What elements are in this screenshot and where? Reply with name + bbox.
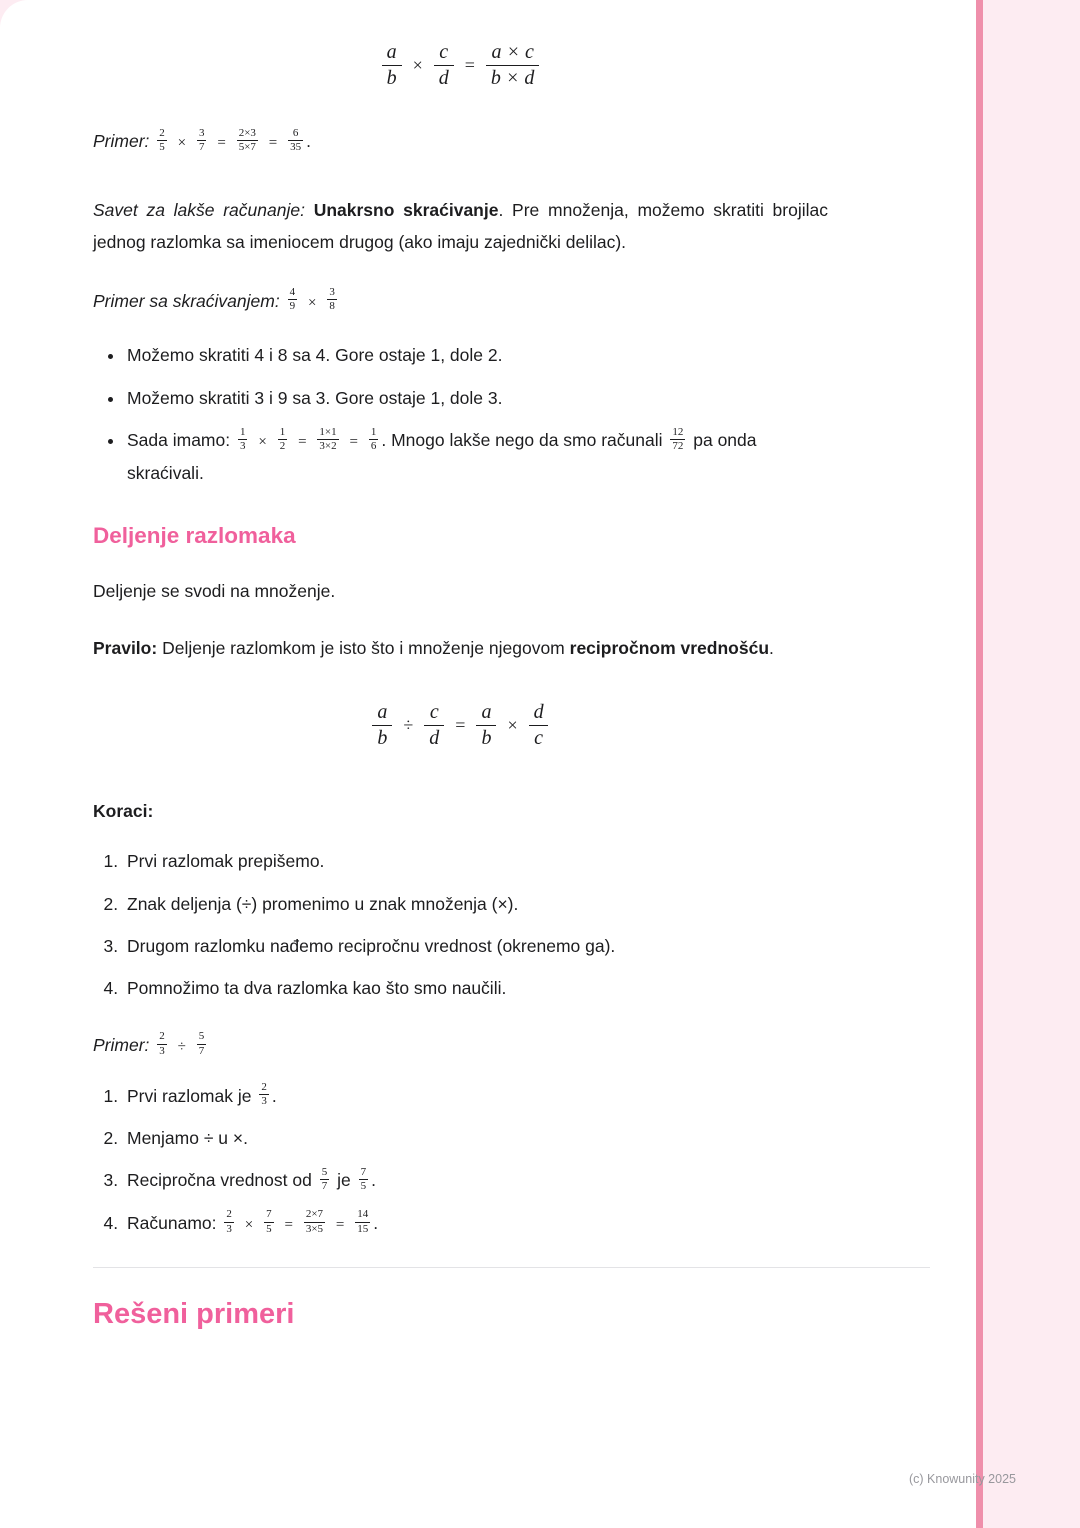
tip-rest: . Pre množenja, možemo skratiti brojilac jednog razlomka sa imeniocem drugog (ako imaju zajednički delilac). xyxy=(93,199,828,253)
period: . xyxy=(371,1170,376,1191)
step-text: Prvi razlomak prepišemo. xyxy=(127,851,325,872)
fraction-numerator: 2 xyxy=(226,1208,232,1221)
fraction-denominator: 5 xyxy=(159,140,165,153)
fraction-denominator: 2 xyxy=(279,439,286,452)
fraction xyxy=(259,1081,269,1108)
fraction-denominator: 5 xyxy=(360,1180,367,1193)
fraction xyxy=(486,40,540,91)
fraction xyxy=(197,127,207,154)
fraction-numerator: 1 xyxy=(370,425,377,438)
fraction-numerator: a × c xyxy=(491,41,534,63)
fraction xyxy=(157,1030,167,1057)
fraction-denominator: 9 xyxy=(289,300,296,313)
fraction xyxy=(369,426,379,453)
fraction-numerator: 2×7 xyxy=(305,1208,324,1221)
fraction xyxy=(359,1166,369,1193)
equals-sign: = xyxy=(335,1216,345,1233)
fraction-denominator: 72 xyxy=(672,439,684,452)
fraction-numerator: c xyxy=(429,700,439,723)
fraction-numerator: 1 xyxy=(239,425,246,438)
fraction xyxy=(476,700,496,751)
times-operator: × xyxy=(307,294,317,311)
example-label: Primer sa skraćivanjem: xyxy=(93,290,280,311)
fraction xyxy=(288,286,298,313)
step-item xyxy=(123,845,828,877)
rule-label: Pravilo: xyxy=(93,637,158,658)
fraction xyxy=(304,1208,325,1235)
fraction-numerator: 2 xyxy=(261,1081,267,1094)
fraction xyxy=(278,426,288,453)
worked-steps-list xyxy=(93,1080,828,1240)
example-label: Primer: xyxy=(93,131,150,151)
fraction-denominator: b xyxy=(476,725,496,751)
fraction-denominator: 5×7 xyxy=(238,140,256,153)
fraction-numerator: 1 xyxy=(279,425,286,438)
step-text: Menjamo ÷ u ×. xyxy=(127,1127,248,1148)
copyright-footer: (c) Knowunity 2025 xyxy=(908,1472,1016,1486)
fraction-numerator: 7 xyxy=(360,1165,367,1178)
fraction-denominator: d xyxy=(434,65,454,91)
times-operator: × xyxy=(412,55,423,75)
period: . xyxy=(271,1085,277,1106)
list-item xyxy=(125,339,828,371)
step-item xyxy=(123,972,828,1004)
cancel-bullet-list xyxy=(93,339,828,489)
fraction-denominator: c xyxy=(529,725,548,751)
step-text: Drugom razlomku nađemo recipročnu vrednost (okrenemo ga). xyxy=(127,936,616,956)
fraction-numerator: 6 xyxy=(292,126,299,139)
fraction-denominator: 35 xyxy=(290,140,302,153)
fraction-denominator: 7 xyxy=(198,140,205,153)
fraction-numerator: d xyxy=(533,700,544,723)
fraction-numerator: 4 xyxy=(289,286,296,299)
step-item xyxy=(123,1164,828,1196)
cross-cancel-tip xyxy=(93,194,828,259)
division-rule xyxy=(93,632,828,664)
division-intro: Deljenje se svodi na množenje. xyxy=(93,581,336,602)
period: . xyxy=(373,1212,379,1233)
times-operator: × xyxy=(258,434,267,450)
equals-sign: = xyxy=(298,434,307,450)
tip-bold-term: Unakrsno skraćivanje xyxy=(313,199,499,220)
bullet-text: . Mnogo lakše nego da smo računali xyxy=(381,430,663,450)
fraction-numerator: 5 xyxy=(198,1030,205,1043)
division-steps-list xyxy=(93,845,828,1005)
step-item xyxy=(123,930,828,962)
list-item xyxy=(125,424,828,489)
step-item xyxy=(123,1080,828,1112)
fraction-denominator: 5 xyxy=(266,1222,272,1235)
fraction xyxy=(327,286,337,313)
equals-sign: = xyxy=(284,1216,293,1233)
step-text: Znak deljenja (÷) promenimo u znak množenja (×). xyxy=(127,893,519,914)
times-operator: × xyxy=(507,714,518,735)
division-formula xyxy=(93,700,828,751)
divide-operator: ÷ xyxy=(403,714,414,735)
fraction-denominator: 3×5 xyxy=(305,1222,324,1235)
solved-examples-heading: Rešeni primeri xyxy=(93,1298,295,1331)
step-text: Pomnožimo ta dva razlomka kao što smo naučili. xyxy=(127,978,507,999)
fraction-denominator: b xyxy=(372,725,392,751)
fraction-numerator: 14 xyxy=(357,1208,369,1221)
period: . xyxy=(306,131,312,151)
multiplication-example xyxy=(93,125,828,158)
equals-sign: = xyxy=(217,135,226,151)
fraction xyxy=(529,700,549,751)
equals-sign: = xyxy=(455,714,466,735)
division-heading: Deljenje razlomaka xyxy=(93,523,296,549)
bullet-text: Možemo skratiti 4 i 8 sa 4. Gore ostaje 1, dole 2. xyxy=(127,345,503,366)
fraction-denominator: 3 xyxy=(226,1222,232,1235)
fraction-numerator: 3 xyxy=(198,126,205,139)
fraction-denominator: 3 xyxy=(261,1095,267,1108)
step-item xyxy=(123,1207,828,1240)
equals-sign: = xyxy=(268,135,278,151)
step-text: Prvi razlomak je xyxy=(127,1085,252,1106)
fraction xyxy=(264,1208,274,1235)
fraction-denominator: 7 xyxy=(198,1044,205,1057)
equals-sign: = xyxy=(464,55,475,75)
fraction-numerator: 1×1 xyxy=(319,425,337,438)
fraction-numerator: 12 xyxy=(672,425,684,438)
section-divider xyxy=(93,1267,930,1268)
fraction xyxy=(434,40,454,91)
fraction-numerator: c xyxy=(439,41,449,63)
fraction-numerator: 5 xyxy=(321,1165,328,1178)
step-item xyxy=(123,1122,828,1154)
fraction-denominator: 8 xyxy=(329,300,335,313)
fraction-denominator: 3 xyxy=(159,1044,165,1057)
times-operator: × xyxy=(177,135,187,151)
fraction-denominator: b xyxy=(382,65,402,91)
fraction-denominator: 3×2 xyxy=(319,439,337,452)
fraction-numerator: 2 xyxy=(159,126,165,139)
fraction-numerator: 7 xyxy=(266,1208,272,1221)
times-operator: × xyxy=(244,1216,254,1233)
fraction-numerator: 2 xyxy=(159,1030,165,1043)
fraction xyxy=(288,127,303,154)
fraction xyxy=(320,1166,330,1193)
cancel-example xyxy=(93,285,828,318)
fraction-denominator: 7 xyxy=(321,1180,328,1193)
equals-sign: = xyxy=(349,434,358,450)
list-item xyxy=(125,382,828,414)
fraction-numerator: 3 xyxy=(329,286,335,299)
fraction xyxy=(224,1208,234,1235)
rule-bold-term: recipročnom vrednošću xyxy=(569,637,770,658)
fraction xyxy=(197,1030,207,1057)
fraction-numerator: a xyxy=(386,41,397,63)
fraction-denominator: 6 xyxy=(370,439,377,452)
rule-text: Deljenje razlomkom je isto što i množenje njegovom xyxy=(162,637,565,658)
fraction-denominator: 3 xyxy=(239,439,246,452)
fraction-numerator: a xyxy=(377,700,388,723)
step-text: Računamo: xyxy=(127,1212,217,1233)
fraction-numerator: a xyxy=(481,700,492,723)
period: . xyxy=(769,637,774,658)
example-label: Primer: xyxy=(93,1034,150,1055)
fraction xyxy=(355,1208,370,1235)
step-text: je xyxy=(337,1170,351,1191)
divide-operator: ÷ xyxy=(177,1038,186,1055)
bullet-text: Sada imamo: xyxy=(127,430,231,450)
fraction-numerator: 2×3 xyxy=(238,126,256,139)
fraction xyxy=(382,40,402,91)
steps-label: Koraci: xyxy=(93,800,154,821)
fraction xyxy=(157,127,167,154)
fraction-denominator: d xyxy=(424,725,444,751)
tip-lead: Savet za lakše računanje: xyxy=(93,199,305,220)
fraction xyxy=(237,127,258,154)
fraction xyxy=(317,426,338,453)
fraction-denominator: b × d xyxy=(486,65,540,91)
fraction xyxy=(238,426,248,453)
fraction-denominator: 15 xyxy=(357,1222,369,1235)
bullet-text: Možemo skratiti 3 i 9 sa 3. Gore ostaje 1, dole 3. xyxy=(127,387,503,408)
bullet-text: pa onda skraćivali. xyxy=(127,430,757,483)
step-item xyxy=(123,888,828,920)
multiplication-formula xyxy=(93,40,828,91)
fraction xyxy=(670,426,685,453)
fraction xyxy=(424,700,444,751)
fraction xyxy=(372,700,392,751)
step-text: Recipročna vrednost od xyxy=(127,1170,312,1191)
division-example xyxy=(93,1029,828,1062)
